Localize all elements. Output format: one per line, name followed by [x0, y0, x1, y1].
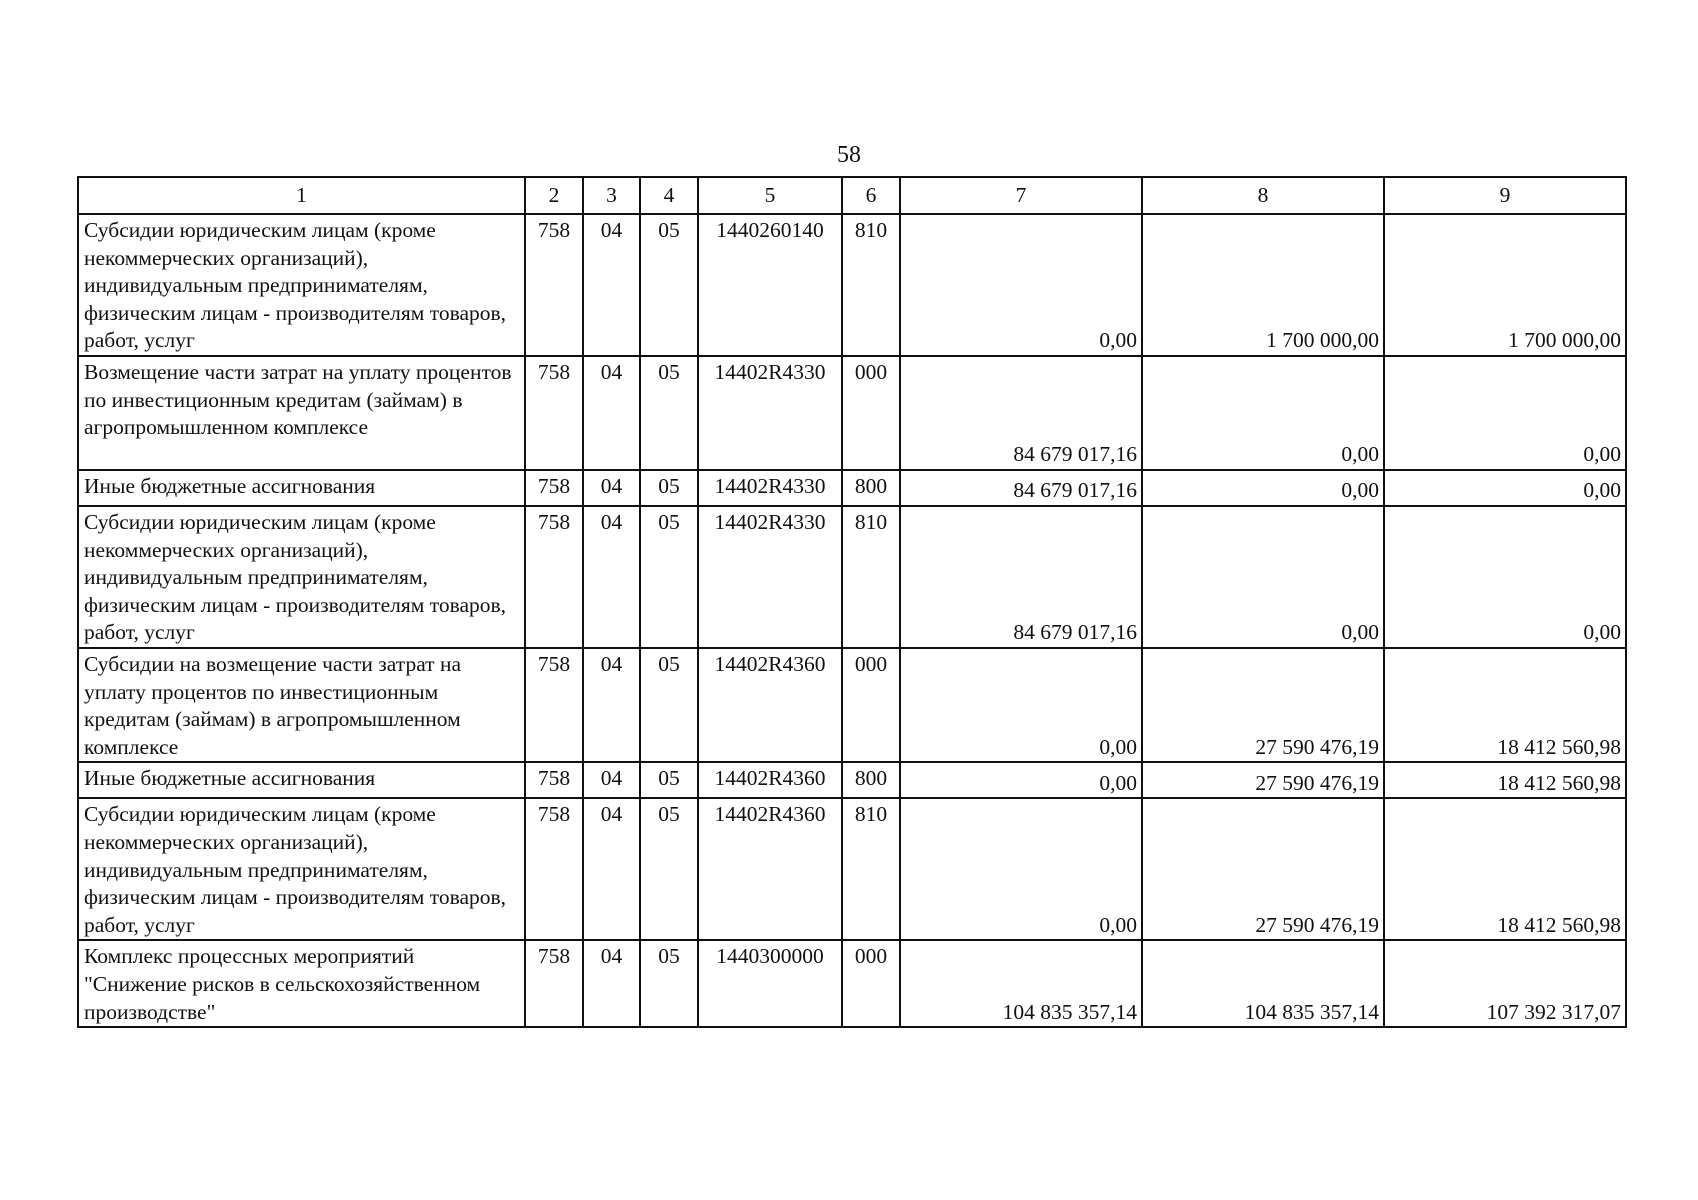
amount-col9: 18 412 560,98 — [1384, 762, 1626, 798]
amount-col9: 0,00 — [1384, 470, 1626, 506]
code-col2: 758 — [525, 798, 583, 940]
code-col4: 05 — [640, 356, 698, 470]
item-name: Субсидии юридическим лицам (кроме некоммерческих организаций), индивидуальным предпринимателям, физическим лицам - производителям товаров, работ, услуг — [78, 798, 525, 940]
code-col4: 05 — [640, 506, 698, 648]
code-col2: 758 — [525, 470, 583, 506]
amount-col8: 0,00 — [1142, 356, 1384, 470]
table-row — [78, 470, 1626, 506]
amount-col9: 107 392 317,07 — [1384, 940, 1626, 1027]
amount-col9: 18 412 560,98 — [1384, 648, 1626, 762]
code-col5: 14402R4330 — [698, 356, 842, 470]
code-col6: 800 — [842, 470, 900, 506]
table-header-row — [78, 177, 1626, 214]
column-header: 7 — [900, 177, 1142, 214]
amount-col8: 0,00 — [1142, 470, 1384, 506]
column-header: 6 — [842, 177, 900, 214]
column-header: 9 — [1384, 177, 1626, 214]
item-name: Субсидии на возмещение части затрат на уплату процентов по инвестиционным кредитам (займам) в агропромышленном комплексе — [78, 648, 525, 762]
amount-col7: 84 679 017,16 — [900, 356, 1142, 470]
code-col6: 000 — [842, 648, 900, 762]
code-col3: 04 — [583, 470, 640, 506]
table-row — [78, 940, 1626, 1027]
code-col5: 14402R4360 — [698, 648, 842, 762]
amount-col7: 0,00 — [900, 762, 1142, 798]
code-col3: 04 — [583, 356, 640, 470]
amount-col7: 104 835 357,14 — [900, 940, 1142, 1027]
code-col3: 04 — [583, 648, 640, 762]
code-col5: 14402R4330 — [698, 470, 842, 506]
code-col2: 758 — [525, 506, 583, 648]
item-name: Субсидии юридическим лицам (кроме некоммерческих организаций), индивидуальным предпринимателям, физическим лицам - производителям товаров, работ, услуг — [78, 214, 525, 356]
column-header: 2 — [525, 177, 583, 214]
code-col3: 04 — [583, 762, 640, 798]
table-row — [78, 214, 1626, 356]
code-col2: 758 — [525, 940, 583, 1027]
code-col5: 14402R4360 — [698, 762, 842, 798]
table-row — [78, 356, 1626, 470]
code-col6: 810 — [842, 214, 900, 356]
code-col5: 14402R4330 — [698, 506, 842, 648]
code-col6: 810 — [842, 506, 900, 648]
code-col5: 1440260140 — [698, 214, 842, 356]
amount-col9: 0,00 — [1384, 356, 1626, 470]
table-row — [78, 648, 1626, 762]
code-col4: 05 — [640, 214, 698, 356]
page-number: 58 — [837, 142, 861, 168]
code-col6: 000 — [842, 356, 900, 470]
code-col5: 1440300000 — [698, 940, 842, 1027]
code-col2: 758 — [525, 648, 583, 762]
code-col3: 04 — [583, 798, 640, 940]
amount-col8: 27 590 476,19 — [1142, 798, 1384, 940]
amount-col9: 18 412 560,98 — [1384, 798, 1626, 940]
item-name: Иные бюджетные ассигнования — [78, 762, 525, 798]
table-row — [78, 506, 1626, 648]
column-header: 4 — [640, 177, 698, 214]
code-col2: 758 — [525, 762, 583, 798]
code-col2: 758 — [525, 214, 583, 356]
code-col4: 05 — [640, 762, 698, 798]
column-header: 1 — [78, 177, 525, 214]
amount-col7: 0,00 — [900, 648, 1142, 762]
amount-col7: 0,00 — [900, 798, 1142, 940]
column-header: 5 — [698, 177, 842, 214]
code-col3: 04 — [583, 506, 640, 648]
column-header: 8 — [1142, 177, 1384, 214]
code-col3: 04 — [583, 214, 640, 356]
amount-col8: 27 590 476,19 — [1142, 762, 1384, 798]
item-name: Комплекс процессных мероприятий "Снижение рисков в сельскохозяйственном производстве" — [78, 940, 525, 1027]
amount-col8: 0,00 — [1142, 506, 1384, 648]
item-name: Возмещение части затрат на уплату процентов по инвестиционным кредитам (займам) в агропромышленном комплексе — [78, 356, 525, 470]
item-name: Субсидии юридическим лицам (кроме некоммерческих организаций), индивидуальным предпринимателям, физическим лицам - производителям товаров, работ, услуг — [78, 506, 525, 648]
amount-col8: 1 700 000,00 — [1142, 214, 1384, 356]
amount-col7: 0,00 — [900, 214, 1142, 356]
item-name: Иные бюджетные ассигнования — [78, 470, 525, 506]
amount-col7: 84 679 017,16 — [900, 506, 1142, 648]
code-col5: 14402R4360 — [698, 798, 842, 940]
code-col2: 758 — [525, 356, 583, 470]
amount-col8: 27 590 476,19 — [1142, 648, 1384, 762]
code-col4: 05 — [640, 798, 698, 940]
budget-table — [77, 176, 1627, 1028]
amount-col9: 0,00 — [1384, 506, 1626, 648]
amount-col9: 1 700 000,00 — [1384, 214, 1626, 356]
code-col6: 810 — [842, 798, 900, 940]
code-col4: 05 — [640, 648, 698, 762]
table-row — [78, 798, 1626, 940]
code-col4: 05 — [640, 470, 698, 506]
code-col6: 800 — [842, 762, 900, 798]
code-col6: 000 — [842, 940, 900, 1027]
table-row — [78, 762, 1626, 798]
amount-col8: 104 835 357,14 — [1142, 940, 1384, 1027]
column-header: 3 — [583, 177, 640, 214]
code-col3: 04 — [583, 940, 640, 1027]
code-col4: 05 — [640, 940, 698, 1027]
amount-col7: 84 679 017,16 — [900, 470, 1142, 506]
